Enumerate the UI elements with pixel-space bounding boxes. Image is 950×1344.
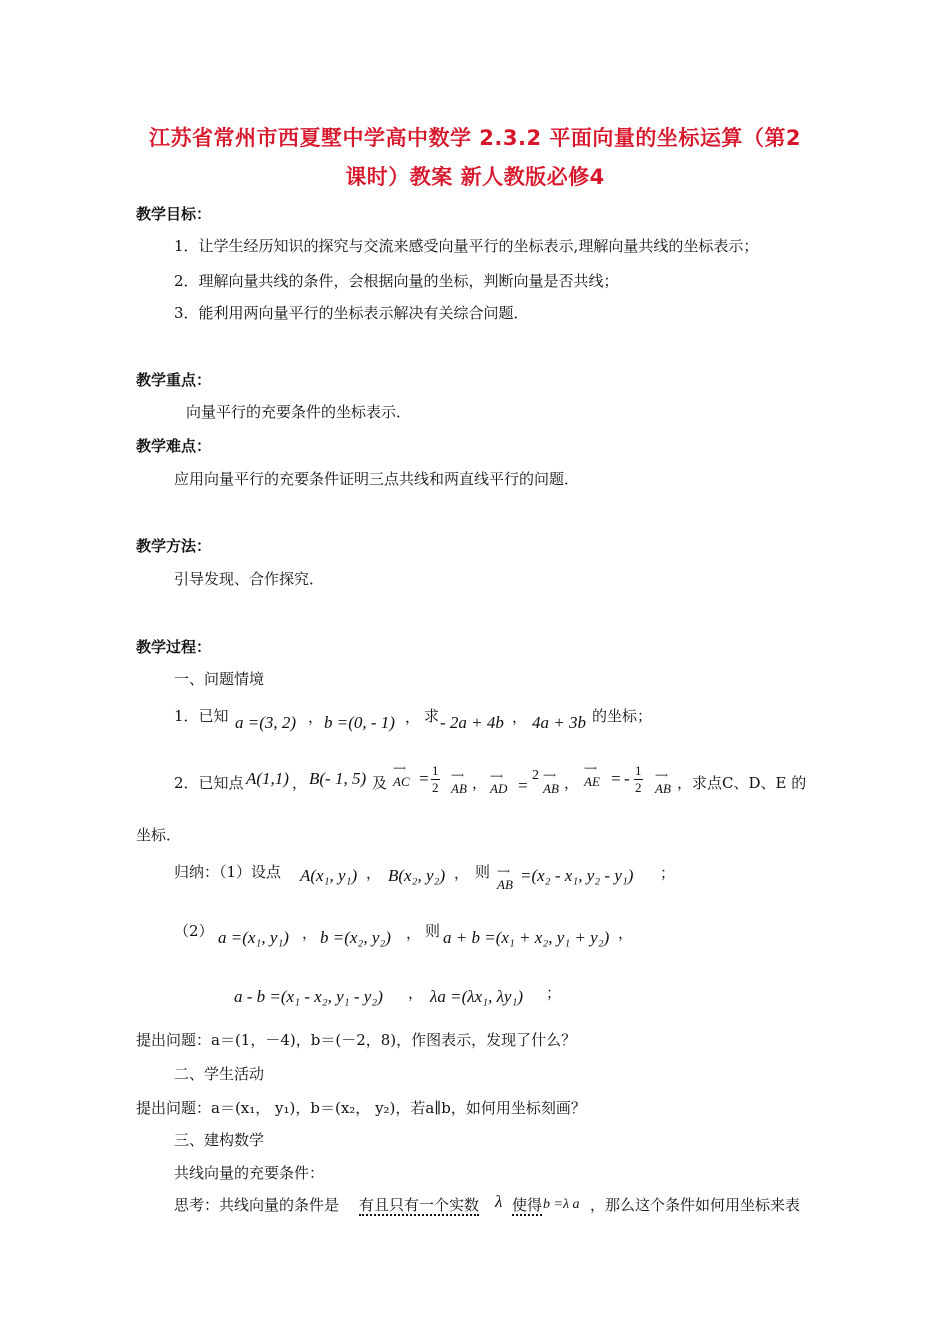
q1-prefix: 1．已知 bbox=[174, 707, 229, 725]
summary-comma-5: ， bbox=[618, 924, 634, 942]
q2-vec-ac: AC bbox=[393, 774, 410, 789]
raise-question-1: 提出问题：a＝(1，－4)，b＝(－2，8)，作图表示，发现了什么？ bbox=[136, 1031, 577, 1049]
q2-vec-ae: AE bbox=[584, 774, 600, 789]
summary-scalar: λa =(λx₁, λy₁) bbox=[430, 987, 524, 1006]
goal-item-3: 3．能利用两向量平行的坐标表示解决有关综合问题． bbox=[174, 304, 529, 322]
collinear-condition: 共线向量的充要条件： bbox=[174, 1164, 325, 1182]
q2-equals-2: = bbox=[517, 776, 529, 795]
keypoint-heading: 教学重点： bbox=[136, 371, 212, 389]
q2-comma-2: ， bbox=[472, 774, 488, 792]
q2-comma-1: ， bbox=[292, 774, 308, 792]
summary-comma-6: ， bbox=[408, 984, 424, 1002]
q2-vec-ad: AD bbox=[490, 781, 508, 796]
q1-vector-a: a =(3, 2) bbox=[235, 713, 297, 732]
section-3-title: 三、建构数学 bbox=[174, 1131, 265, 1149]
q2-vec-ab-1: AB bbox=[451, 781, 467, 796]
frac-denominator: 2 bbox=[432, 780, 439, 795]
summary-comma-1: ， bbox=[366, 864, 382, 882]
process-heading: 教学过程： bbox=[136, 638, 212, 656]
vector-arrow-icon: ⟶ bbox=[584, 764, 595, 774]
q2-vec-ab-3: AB bbox=[655, 781, 671, 796]
q2-equals-3: = bbox=[610, 769, 622, 788]
vector-arrow-icon: ⟶ bbox=[393, 764, 404, 774]
q1-comma-3: ， bbox=[512, 708, 528, 726]
method-heading: 教学方法： bbox=[136, 537, 212, 555]
vector-arrow-icon: ⟶ bbox=[497, 867, 508, 877]
summary-then: 则 bbox=[475, 863, 491, 881]
keypoint-text: 向量平行的充要条件的坐标表示． bbox=[186, 403, 412, 421]
think-use-text: 使得 bbox=[512, 1196, 543, 1214]
summary-part2: （2） bbox=[174, 922, 214, 940]
summary-then-2: 则 bbox=[425, 922, 441, 940]
q2-point-b: B(- 1, 5) bbox=[309, 769, 367, 788]
section-1-title: 一、问题情境 bbox=[174, 670, 265, 688]
summary-sum: a + b =(x₁ + x₂, y₁ + y₂) bbox=[443, 928, 610, 947]
doc-title-line1: 江苏省常州市西夏墅中学高中数学 2.3.2 平面向量的坐标运算（第2 bbox=[148, 126, 802, 150]
summary-vector-b: b =(x₂, y₂) bbox=[320, 928, 391, 947]
summary-comma-2: ， bbox=[454, 864, 470, 882]
vector-arrow-icon: ⟶ bbox=[451, 771, 462, 781]
q2-minus: - bbox=[624, 769, 630, 788]
q1-suffix: 的坐标； bbox=[592, 707, 653, 725]
summary-diff: a - b =(x₁ - x₂, y₁ - y₂) bbox=[234, 987, 383, 1006]
doc-title-line2: 课时）教案 新人教版必修4 bbox=[345, 165, 605, 189]
difficulty-heading: 教学难点： bbox=[136, 437, 212, 455]
summary-label: 归纳：（1）设点 bbox=[174, 863, 282, 881]
q2-frac-half-2 bbox=[634, 763, 643, 796]
method-text: 引导发现、合作探究． bbox=[174, 570, 325, 588]
summary-point-b: B(x₂, y₂) bbox=[388, 866, 446, 885]
q2-prefix: 2．已知点 bbox=[174, 774, 244, 792]
q1-ask: 求 bbox=[424, 707, 440, 725]
q1-expr-2: 4a + 3b bbox=[532, 713, 586, 732]
think-equation: b =λ a bbox=[543, 1197, 580, 1212]
q1-comma-1: ， bbox=[308, 708, 324, 726]
think-use bbox=[512, 1194, 542, 1215]
q2-suffix: ，求点C、D、E 的 bbox=[677, 774, 807, 792]
vector-arrow-icon: ⟶ bbox=[490, 772, 501, 782]
q2-point-a: A(1,1) bbox=[246, 769, 289, 788]
q2-and: 及 bbox=[372, 774, 388, 792]
think-dotted-text: 有且只有一个实数 bbox=[359, 1196, 480, 1214]
think-dotted bbox=[359, 1194, 479, 1215]
raise-question-2: 提出问题：a＝(x₁， y₁)，b＝(x₂， y₂)，若a∥b，如何用坐标刻画？ bbox=[136, 1099, 586, 1117]
summary-semicolon-1: ； bbox=[660, 864, 676, 882]
think-lambda: λ bbox=[495, 1192, 503, 1211]
frac-numerator: 1 bbox=[635, 763, 642, 778]
goal-item-1: 1．让学生经历知识的探究与交流来感受向量平行的坐标表示,理解向量共线的坐标表示； bbox=[174, 237, 759, 255]
summary-vec-ab: AB bbox=[497, 877, 513, 892]
q1-vector-b: b =(0, - 1) bbox=[324, 713, 395, 732]
q1-comma-2: ， bbox=[405, 708, 421, 726]
q1-expr-1: - 2a + 4b bbox=[440, 713, 504, 732]
frac-denominator: 2 bbox=[635, 780, 642, 795]
frac-numerator: 1 bbox=[432, 763, 439, 778]
goals-heading: 教学目标： bbox=[136, 205, 212, 223]
summary-comma-3: ， bbox=[302, 924, 318, 942]
q2-comma-3: ， bbox=[564, 774, 580, 792]
summary-semicolon-2: ； bbox=[546, 984, 562, 1002]
vector-arrow-icon: ⟶ bbox=[655, 771, 666, 781]
section-2-title: 二、学生活动 bbox=[174, 1065, 265, 1083]
vector-arrow-icon: ⟶ bbox=[543, 771, 554, 781]
q2-equals-1: = bbox=[418, 769, 430, 788]
summary-vector-a: a =(x₁, y₁) bbox=[218, 928, 289, 947]
q2-two: 2 bbox=[532, 768, 539, 783]
think-text-end: ，那么这个条件如何用坐标来表 bbox=[590, 1196, 801, 1214]
summary-point-a: A(x₁, y₁) bbox=[300, 866, 358, 885]
q2-frac-half-1 bbox=[431, 763, 440, 796]
goal-item-2: 2．理解向量共线的条件，会根据向量的坐标，判断向量是否共线； bbox=[174, 272, 619, 290]
summary-comma-4: ， bbox=[406, 924, 422, 942]
q2-vec-ab-2: AB bbox=[543, 781, 559, 796]
q2-cont: 坐标． bbox=[136, 826, 182, 844]
difficulty-text: 应用向量平行的充要条件证明三点共线和两直线平行的问题． bbox=[174, 470, 580, 488]
summary-ab-value: =(x₂ - x₁, y₂ - y₁) bbox=[520, 866, 634, 885]
think-text-start: 思考：共线向量的条件是 bbox=[174, 1196, 340, 1214]
